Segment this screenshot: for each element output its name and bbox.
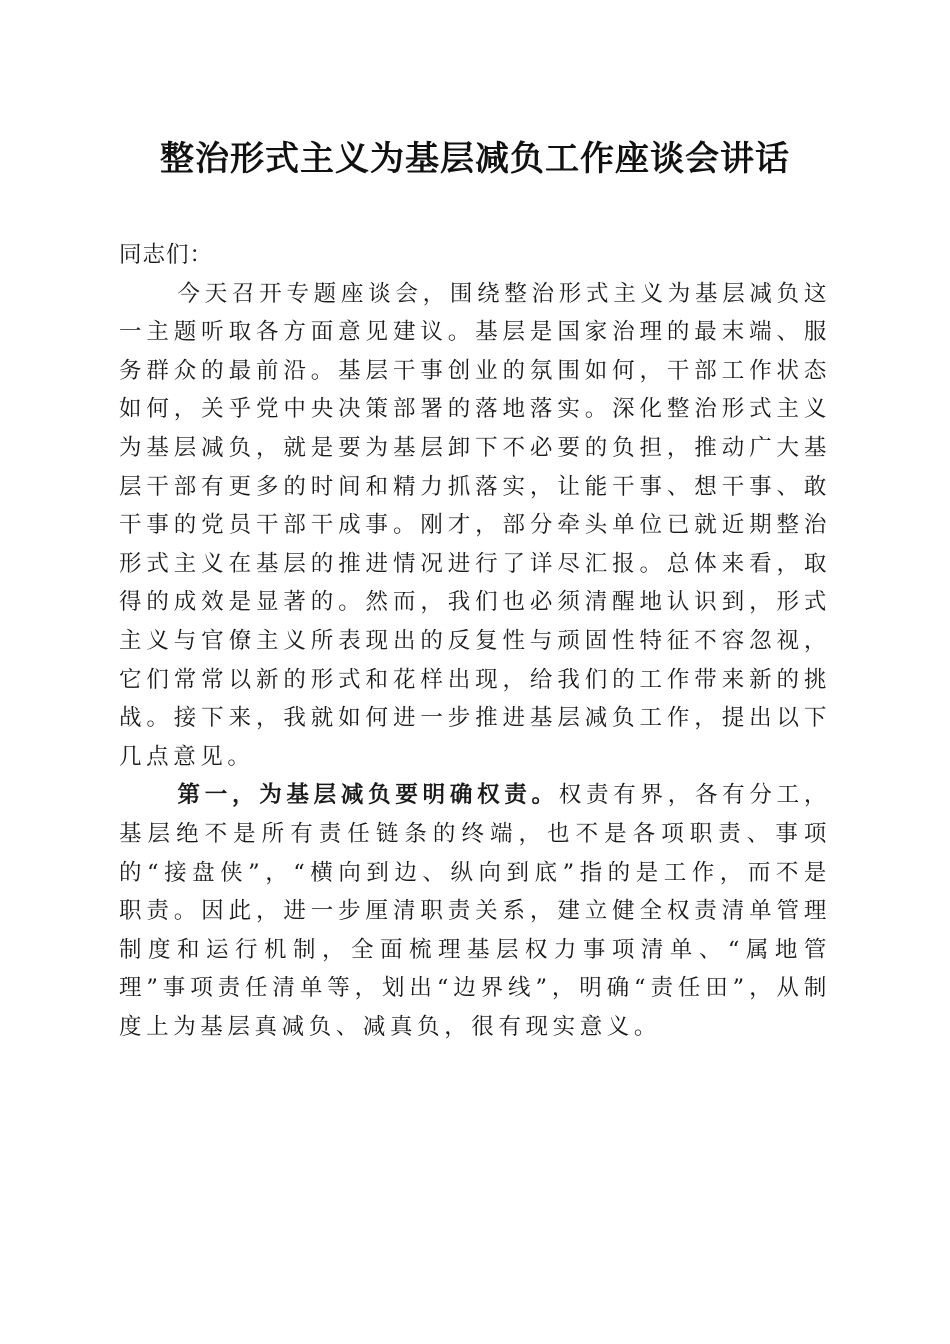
- paragraph-intro: [119, 275, 831, 777]
- paragraph-first-point-text: 权责有界，各有分工，基层绝不是所有责任链条的终端，也不是各项职责、事项的“接盘侠”，“横向到边、纵向到底”指的是工作，而不是职责。因此，进一步厘清职责关系，建立健全权责清单管理制度和运行机制，全面梳理基层权力事项清单、“属地管理”事项责任清单等，划出“边界线”，明确“责任田”，从制度上为基层真减负、减真负，很有现实意义。: [119, 782, 831, 1040]
- paragraph-intro-text: 今天召开专题座谈会，围绕整治形式主义为基层减负这一主题听取各方面意见建议。基层是国家治理的最末端、服务群众的最前沿。基层干事创业的氛围如何，干部工作状态如何，关乎党中央决策部署的落地落实。深化整治形式主义为基层减负，就是要为基层卸下不必要的负担，推动广大基层干部有更多的时间和精力抓落实，让能干事、想干事、敢干事的党员干部干成事。刚才，部分牵头单位已就近期整治形式主义在基层的推进情况进行了详尽汇报。总体来看，取得的成效是显著的。然而，我们也必须清醒地认识到，形式主义与官僚主义所表现出的反复性与顽固性特征不容忽视，它们常常以新的形式和花样出现，给我们的工作带来新的挑战。接下来，我就如何进一步推进基层减负工作，提出以下几点意见。: [119, 280, 831, 770]
- document-body: [119, 236, 831, 1046]
- paragraph-first-point-lead: 第一，为基层减负要明确权责。: [177, 782, 559, 809]
- salutation: 同志们：: [119, 242, 214, 268]
- paragraph-first-point: [119, 776, 831, 1046]
- document-title: 整治形式主义为基层减负工作座谈会讲话: [160, 139, 790, 179]
